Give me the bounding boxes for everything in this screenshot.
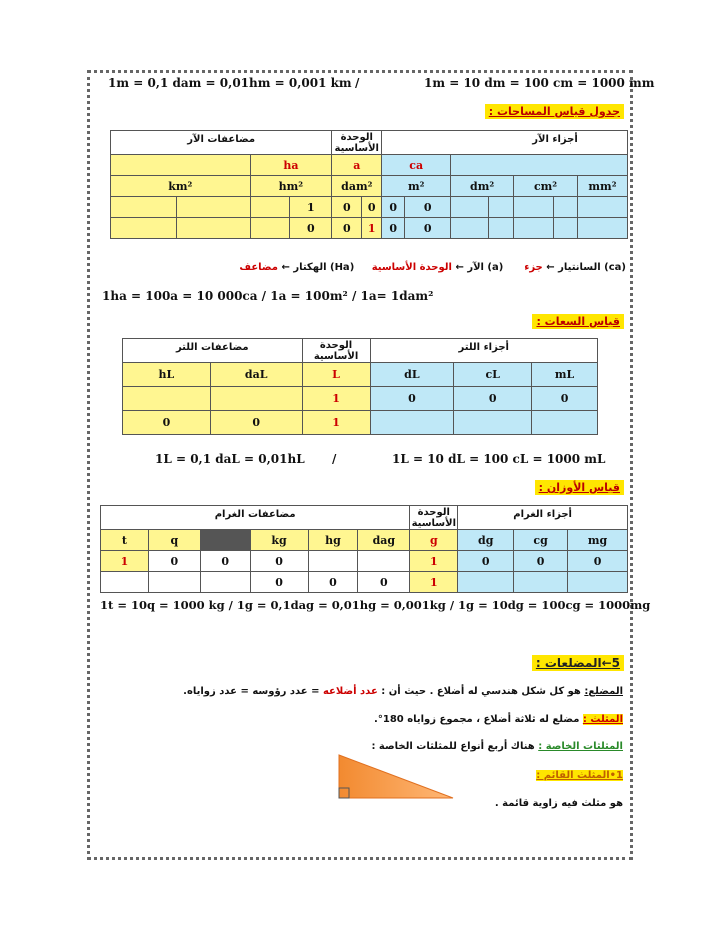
unit-q: q: [148, 530, 200, 551]
polygons-heading: 5←المضلعات :: [532, 655, 624, 671]
area-table: [110, 130, 628, 239]
special-triangles: المثلثات الخاصة : هناك أربع أنواع للمثلثات الخاصة :: [371, 741, 623, 752]
unit-dg: dg: [458, 530, 514, 551]
unit-km2: km²: [111, 176, 251, 197]
cell: 0: [454, 387, 532, 411]
unit-mm2: mm²: [577, 176, 627, 197]
unit-dag: dag: [358, 530, 410, 551]
capacity-heading: قياس السعات :: [532, 314, 624, 329]
mass-parts-header: أجزاء الغرام: [458, 506, 628, 530]
cell: 0: [123, 411, 211, 435]
mass-formula: 1t = 10q = 1000 kg / 1g = 0,1dag = 0,01hg = 0,001kg / 1g = 10dg = 100cg = 1000mg: [100, 598, 651, 612]
cell: 1: [302, 387, 370, 411]
mass-multiples-header: مضاعفات الغرام: [101, 506, 410, 530]
length-formula-left: 1m = 0,1 dam = 0,01hm = 0,001 km: [108, 76, 352, 90]
table-row: 1 0 0 0 1 0 0 0: [101, 551, 628, 572]
unit-cg: cg: [514, 530, 568, 551]
unit-dL: dL: [370, 363, 454, 387]
cell: 0: [210, 411, 302, 435]
unit-dam2: dam²: [332, 176, 382, 197]
unit-ha: ha: [250, 155, 332, 176]
cell: 0: [405, 197, 451, 218]
cell: 1: [302, 411, 370, 435]
cell: 0: [370, 387, 454, 411]
mass-base-header: الوحدة الأساسية: [411, 506, 457, 529]
cell: 0: [332, 218, 362, 239]
unit-hg: hg: [308, 530, 358, 551]
mass-table: [100, 505, 628, 593]
cell: 0: [382, 218, 405, 239]
length-formula-right: 1m = 10 dm = 100 cm = 1000 mm: [424, 76, 655, 90]
area-base-header: الوحدة الأساسية: [332, 131, 382, 155]
unit-t: t: [101, 530, 149, 551]
cell: 1: [290, 197, 332, 218]
cell: 0: [382, 197, 405, 218]
table-row: 0 0 0 1: [101, 572, 628, 593]
mass-heading: قياس الأوزان :: [535, 480, 624, 495]
area-formula: 1ha = 100a = 10 000ca / 1a = 100m² / 1a= 1dam²: [102, 289, 434, 303]
area-parts-header: أجزاء الآر: [382, 131, 628, 155]
separator: /: [332, 452, 337, 466]
table-row: [123, 387, 598, 411]
unit-L: L: [302, 363, 370, 387]
unit-cm2: cm²: [514, 176, 578, 197]
unit-mL: mL: [532, 363, 598, 387]
separator: /: [355, 76, 360, 90]
cell: 0: [332, 197, 362, 218]
unit-blank: [200, 530, 250, 551]
capacity-formula-left: 1L = 0,1 daL = 0,01hL: [155, 452, 305, 466]
unit-a: a: [332, 155, 382, 176]
cell: 0: [532, 387, 598, 411]
triangle-definition: المثلث : مضلع له ثلاثة أضلاع ، مجموع زواياه 180°.: [374, 714, 623, 725]
unit-hm2: hm²: [250, 176, 332, 197]
capacity-parts-header: أجزاء اللتر: [370, 339, 598, 363]
capacity-table: [122, 338, 598, 435]
unit-ca: ca: [382, 155, 451, 176]
unit-dm2: dm²: [451, 176, 514, 197]
unit-daL: daL: [210, 363, 302, 387]
capacity-base-header: الوحدة الأساسية: [302, 339, 370, 363]
table-row: [123, 411, 598, 435]
polygon-definition: المضلع: هو كل شكل هندسي له أضلاع . حيث أن : عدد أضلاعه = عدد رؤوسه = عدد زواياه.: [183, 686, 623, 697]
unit-hL: hL: [123, 363, 211, 387]
right-triangle-figure: [336, 752, 456, 800]
unit-mg: mg: [568, 530, 628, 551]
capacity-multiples-header: مضاعفات اللتر: [123, 339, 303, 363]
right-triangle-definition: هو مثلث فيه زاوية قائمة .: [494, 798, 623, 809]
area-multiples-header: مضاعفات الآر: [111, 131, 332, 155]
area-heading: جدول قياس المساحات :: [485, 104, 624, 119]
cell: 0: [290, 218, 332, 239]
unit-kg: kg: [250, 530, 308, 551]
unit-m2: m²: [382, 176, 451, 197]
table-row: [111, 197, 628, 218]
area-legend: (ca) السانتيار ← جزء (a) الآر ← الوحدة الأساسية (Ha) الهكتار ← مضاعف: [239, 262, 626, 273]
cell: 1: [362, 218, 382, 239]
cell: 0: [362, 197, 382, 218]
table-row: [111, 218, 628, 239]
cell: 0: [405, 218, 451, 239]
unit-cL: cL: [454, 363, 532, 387]
capacity-formula-right: 1L = 10 dL = 100 cL = 1000 mL: [392, 452, 606, 466]
right-triangle-heading: 1•المثلث القائم :: [536, 770, 623, 781]
unit-g: g: [410, 530, 458, 551]
